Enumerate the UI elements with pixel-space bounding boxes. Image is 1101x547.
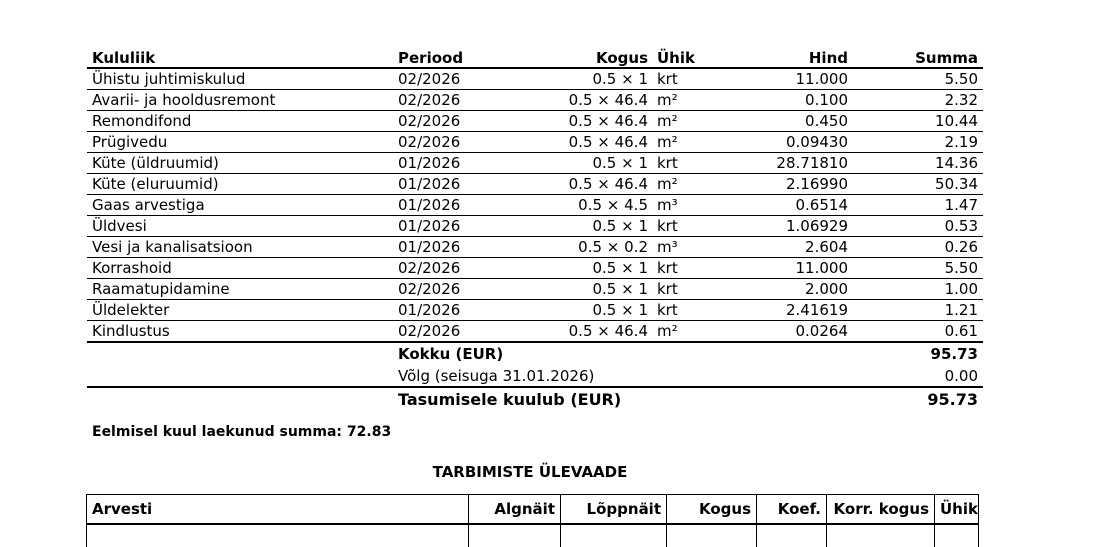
cell-price: 1.06929: [733, 216, 853, 237]
charges-body: [87, 68, 983, 342]
table-row: [87, 279, 983, 300]
header-end: Lõppnäit: [561, 495, 667, 525]
cell-item: Kindlustus: [87, 321, 393, 343]
cell-period: 02/2026: [393, 90, 513, 111]
table-row: [87, 68, 983, 90]
cell-period: 01/2026: [393, 174, 513, 195]
header-start: Algnäit: [469, 495, 561, 525]
cell-sum: 2.19: [853, 132, 983, 153]
cell-price: 28.71810: [733, 153, 853, 174]
cell-price: 0.0264: [733, 321, 853, 343]
cell-quantity: 0.5 × 46.4: [513, 321, 653, 343]
cell-period: 01/2026: [393, 300, 513, 321]
consumption-header-row: [87, 495, 979, 525]
cell-period: 01/2026: [393, 195, 513, 216]
header-corrected: Korr. kogus: [827, 495, 935, 525]
cell-unit: m²: [653, 90, 733, 111]
cell-quantity: 0.5 × 46.4: [513, 111, 653, 132]
cell-item: Küte (üldruumid): [87, 153, 393, 174]
cell-unit: m²: [653, 174, 733, 195]
cell-item: Gaas arvestiga: [87, 195, 393, 216]
cell-price: 2.41619: [733, 300, 853, 321]
payable-label: Tasumisele kuulub (EUR): [398, 390, 622, 409]
cell-item: Küte (eluruumid): [87, 174, 393, 195]
cell-unit: m²: [653, 321, 733, 343]
table-row: [87, 321, 983, 343]
cell-unit: krt: [653, 258, 733, 279]
cell-period: 01/2026: [393, 216, 513, 237]
cell-period: 02/2026: [393, 68, 513, 90]
cell-quantity: 0.5 × 1: [513, 153, 653, 174]
cell-quantity: 0.5 × 1: [513, 68, 653, 90]
cell-quantity: 0.5 × 1: [513, 258, 653, 279]
cell-unit: m²: [653, 111, 733, 132]
header-coef: Koef.: [757, 495, 827, 525]
cell-item: Avarii- ja hooldusremont: [87, 90, 393, 111]
cell-sum: 1.00: [853, 279, 983, 300]
header-sum: Summa: [853, 47, 983, 68]
cell-item: Prügivedu: [87, 132, 393, 153]
cell-price: 2.16990: [733, 174, 853, 195]
cell-item: Üldvesi: [87, 216, 393, 237]
cell-period: 02/2026: [393, 111, 513, 132]
cell-item: Raamatupidamine: [87, 279, 393, 300]
table-row: [87, 174, 983, 195]
cell-quantity: 0.5 × 4.5: [513, 195, 653, 216]
header-period: Periood: [393, 47, 513, 68]
cell-sum: 2.32: [853, 90, 983, 111]
debt-row: [87, 365, 983, 387]
cell-unit: krt: [653, 153, 733, 174]
cell-unit: krt: [653, 216, 733, 237]
header-item: Kululiik: [87, 47, 393, 68]
cell-quantity: 0.5 × 1: [513, 300, 653, 321]
cell-quantity: 0.5 × 1: [513, 279, 653, 300]
cell-quantity: 0.5 × 46.4: [513, 132, 653, 153]
cell-unit: krt: [653, 300, 733, 321]
cell-sum: 0.26: [853, 237, 983, 258]
cell-price: 2.604: [733, 237, 853, 258]
table-row: [87, 524, 979, 547]
table-row: [87, 258, 983, 279]
cell-price: 11.000: [733, 258, 853, 279]
table-row: [87, 132, 983, 153]
cell-item: Üldelekter: [87, 300, 393, 321]
cell-period: 02/2026: [393, 132, 513, 153]
table-row: [87, 216, 983, 237]
charges-table: [87, 47, 983, 412]
cell-period: 01/2026: [393, 237, 513, 258]
cell-item: Ühistu juhtimiskulud: [87, 68, 393, 90]
cell-price: 0.450: [733, 111, 853, 132]
table-row: [87, 237, 983, 258]
cell-unit: m²: [653, 132, 733, 153]
consumption-title: TARBIMISTE ÜLEVAADE: [432, 463, 628, 481]
debt-label: Võlg (seisuga 31.01.2026): [393, 365, 733, 387]
cell-sum: 5.50: [853, 258, 983, 279]
cell-item: Korrashoid: [87, 258, 393, 279]
cell-price: 2.000: [733, 279, 853, 300]
cell-quantity: 0.5 × 1: [513, 216, 653, 237]
total-label: Kokku (EUR): [398, 345, 504, 363]
previous-paid-amount: Eelmisel kuul laekunud summa: 72.83: [92, 424, 392, 440]
header-quantity: Kogus: [513, 47, 653, 68]
cell-item: Vesi ja kanalisatsioon: [87, 237, 393, 258]
payable-value: 95.73: [927, 390, 978, 409]
cell-period: 02/2026: [393, 321, 513, 343]
cell-sum: 5.50: [853, 68, 983, 90]
cell-item: Remondifond: [87, 111, 393, 132]
debt-value: 0.00: [853, 365, 983, 387]
header-meter: Arvesti: [87, 495, 469, 525]
table-row: [87, 90, 983, 111]
cell-period: 02/2026: [393, 279, 513, 300]
table-row: [87, 300, 983, 321]
cell-price: 0.09430: [733, 132, 853, 153]
cell-unit: krt: [653, 279, 733, 300]
cell-period: 01/2026: [393, 153, 513, 174]
cell-price: 0.100: [733, 90, 853, 111]
cell-sum: 0.61: [853, 321, 983, 343]
cell-price: 11.000: [733, 68, 853, 90]
charges-header-row: [87, 47, 983, 68]
table-row: [87, 195, 983, 216]
cell-quantity: 0.5 × 0.2: [513, 237, 653, 258]
cell-unit: m³: [653, 195, 733, 216]
cell-sum: 10.44: [853, 111, 983, 132]
table-row: [87, 153, 983, 174]
cell-quantity: 0.5 × 46.4: [513, 174, 653, 195]
cell-period: 02/2026: [393, 258, 513, 279]
consumption-table: [86, 494, 979, 547]
header-consumption-quantity: Kogus: [667, 495, 757, 525]
table-row: [87, 111, 983, 132]
cell-sum: 1.47: [853, 195, 983, 216]
payable-row: [87, 387, 983, 412]
cell-unit: krt: [653, 68, 733, 90]
cell-price: 0.6514: [733, 195, 853, 216]
cell-quantity: 0.5 × 46.4: [513, 90, 653, 111]
total-row: [87, 342, 983, 365]
header-consumption-unit: Ühik: [935, 495, 979, 525]
cell-sum: 50.34: [853, 174, 983, 195]
cell-sum: 0.53: [853, 216, 983, 237]
cell-sum: 14.36: [853, 153, 983, 174]
header-price: Hind: [733, 47, 853, 68]
total-value: 95.73: [930, 345, 978, 363]
header-unit: Ühik: [653, 47, 733, 68]
cell-sum: 1.21: [853, 300, 983, 321]
cell-unit: m³: [653, 237, 733, 258]
